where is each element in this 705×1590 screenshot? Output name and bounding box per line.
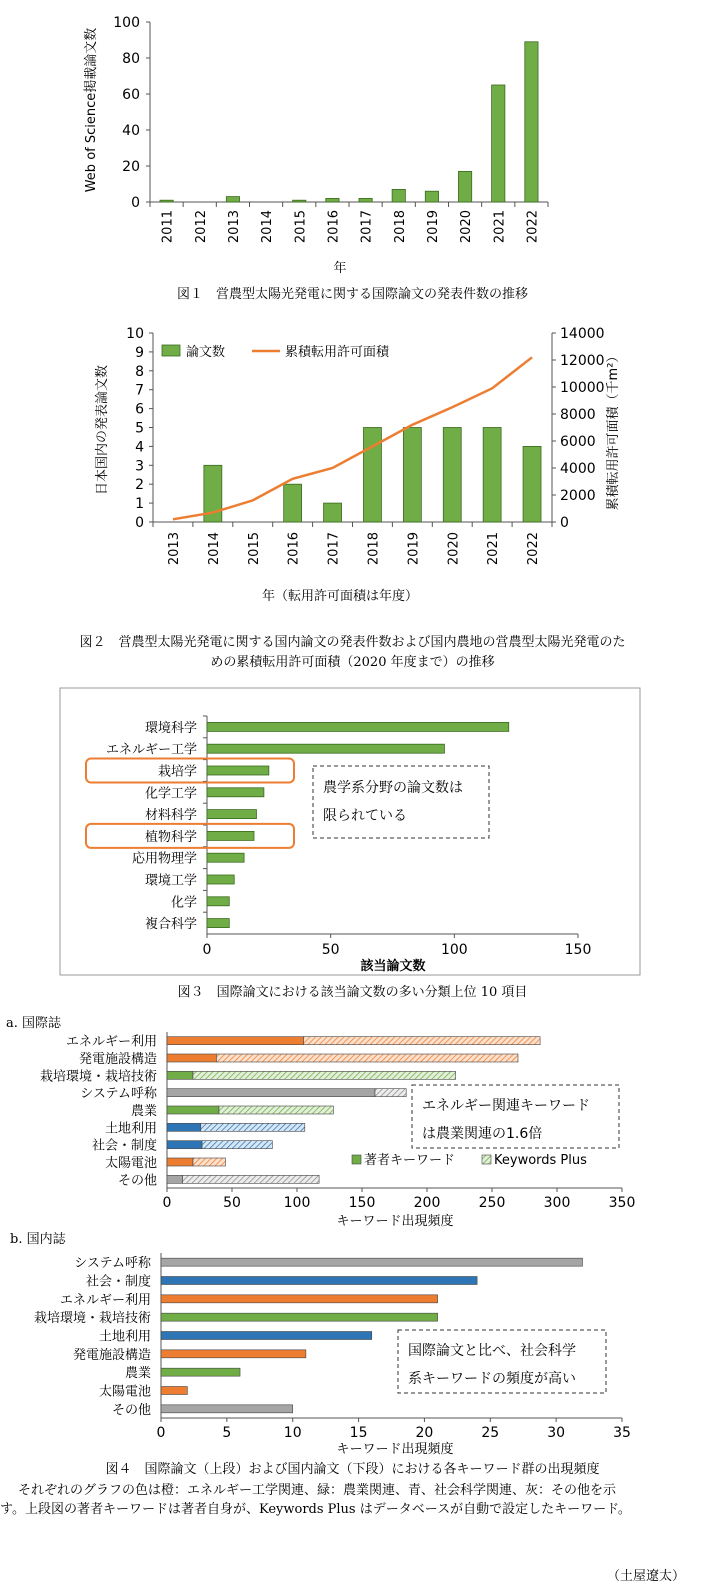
fig2-y-axis-title: 日本国内の発表論文数 xyxy=(95,364,110,496)
fig2-y2-tick-label: 12000 xyxy=(560,353,605,369)
fig4a-x-tick-label: 250 xyxy=(478,1195,506,1211)
fig1-x-tick-label: 2015 xyxy=(293,210,309,244)
fig4b-x-tick-label: 30 xyxy=(547,1425,566,1441)
fig4b-category-label: その他 xyxy=(111,1402,151,1418)
fig1-y-tick-label: 60 xyxy=(122,87,140,103)
fig3-x-tick-label: 50 xyxy=(321,942,340,958)
fig2-bar-2017 xyxy=(324,503,342,522)
fig4b-x-axis-title: キーワード出現頻度 xyxy=(336,1442,454,1457)
fig3-bar-化学 xyxy=(207,897,229,906)
fig4a-legend-kwplus-label: Keywords Plus xyxy=(494,1153,587,1168)
color-note-line-2: す。上段図の著者キーワードは著者自身が、Keywords Plus はデータベースが自動で設定したキーワード。 xyxy=(0,1502,631,1517)
fig4b-category-label: 農業 xyxy=(124,1366,151,1382)
fig3-annotation-line-2: 限られている xyxy=(323,808,407,824)
fig2-y2-tick-label: 2000 xyxy=(560,488,596,504)
fig2-legend-bar-swatch xyxy=(162,345,180,356)
fig4b-bar-その他 xyxy=(161,1405,293,1413)
fig2-bar-2020 xyxy=(443,428,461,523)
fig4b-x-tick-label: 5 xyxy=(222,1425,232,1441)
fig2-area-line xyxy=(173,357,532,519)
fig1-x-tick-label: 2020 xyxy=(459,210,475,244)
fig2-y-tick-label: 8 xyxy=(135,363,144,380)
fig1-y-tick-label: 80 xyxy=(122,51,140,67)
fig4a-category-label: 発電施設構造 xyxy=(78,1052,157,1067)
fig4a-author-bar-システム呼称 xyxy=(167,1089,375,1097)
figure-1-chart xyxy=(83,15,548,276)
fig4b-bar-システム呼称 xyxy=(161,1258,582,1266)
fig3-bar-栽培学 xyxy=(207,766,269,775)
fig1-x-tick-label: 2016 xyxy=(326,210,342,244)
fig3-category-label: 材料科学 xyxy=(144,808,197,824)
fig4a-category-label: エネルギー利用 xyxy=(65,1034,157,1050)
fig1-x-tick-label: 2021 xyxy=(492,210,508,244)
fig4a-kwplus-bar-システム呼称 xyxy=(375,1089,406,1097)
fig4b-bar-発電施設構造 xyxy=(161,1350,306,1358)
fig2-bar-2016 xyxy=(284,484,302,522)
figure-3-chart xyxy=(60,688,640,975)
fig2-x-tick-label: 2018 xyxy=(366,532,382,566)
fig4a-author-bar-栽培環境・栽培技術 xyxy=(167,1071,193,1079)
fig4a-x-tick-label: 50 xyxy=(223,1195,241,1211)
fig1-x-tick-label: 2018 xyxy=(392,210,408,244)
fig1-bar-2018 xyxy=(392,189,405,202)
fig4b-x-tick-label: 25 xyxy=(481,1425,500,1441)
fig4a-author-bar-太陽電池 xyxy=(167,1158,193,1166)
fig3-annotation-box xyxy=(313,766,489,838)
fig4b-bar-栽培環境・栽培技術 xyxy=(161,1313,438,1321)
fig1-bar-2016 xyxy=(326,198,339,202)
fig2-legend-line-label: 累積転用許可面積 xyxy=(285,345,390,360)
fig1-bar-2021 xyxy=(492,85,505,202)
fig4a-category-label: システム呼称 xyxy=(80,1086,157,1102)
fig2-x-axis-title: 年（転用許可面積は年度） xyxy=(261,589,419,604)
fig1-x-tick-label: 2019 xyxy=(425,210,441,244)
fig1-bar-2015 xyxy=(293,200,306,202)
fig4a-kwplus-bar-農業 xyxy=(219,1106,333,1114)
fig4b-bar-太陽電池 xyxy=(161,1387,187,1395)
fig4a-x-tick-label: 100 xyxy=(283,1195,311,1211)
fig3-category-label: エネルギー工学 xyxy=(105,742,197,758)
fig4a-annotation-line-2: は農業関連の1.6倍 xyxy=(422,1126,543,1142)
fig4a-author-bar-社会・制度 xyxy=(167,1141,202,1149)
fig4b-x-tick-label: 20 xyxy=(415,1425,434,1441)
color-note-line-1: それぞれのグラフの色は橙：エネルギー工学関連、緑：農業関連、青、社会科学関連、灰：その他を示 xyxy=(18,1483,617,1498)
fig4a-category-label: 太陽電池 xyxy=(104,1156,157,1171)
fig4b-x-tick-label: 15 xyxy=(349,1425,368,1441)
fig3-category-label: 植物科学 xyxy=(144,829,197,845)
fig1-y-tick-label: 40 xyxy=(122,123,140,139)
fig2-x-tick-label: 2017 xyxy=(326,532,342,566)
fig1-bar-2011 xyxy=(160,200,173,202)
fig3-bar-エネルギー工学 xyxy=(207,744,444,753)
fig2-y-tick-label: 9 xyxy=(135,344,144,361)
fig4a-x-tick-label: 150 xyxy=(348,1195,376,1211)
fig4a-kwplus-bar-太陽電池 xyxy=(193,1158,226,1166)
fig4a-x-tick-label: 0 xyxy=(162,1195,172,1211)
fig2-y2-tick-label: 10000 xyxy=(560,380,605,396)
figure-2-chart xyxy=(94,326,621,604)
fig2-bar-2022 xyxy=(523,446,541,522)
fig2-legend-bar-label: 論文数 xyxy=(186,345,226,360)
fig1-y-tick-label: 0 xyxy=(131,195,140,211)
fig4b-x-tick-label: 35 xyxy=(613,1425,631,1441)
fig1-bar-2013 xyxy=(226,197,239,202)
fig2-x-tick-label: 2022 xyxy=(526,532,542,566)
fig4a-kwplus-bar-発電施設構造 xyxy=(216,1054,518,1062)
fig3-category-label: 環境科学 xyxy=(144,720,197,736)
fig2-y-tick-label: 10 xyxy=(126,326,144,342)
fig4a-category-label: 土地利用 xyxy=(104,1121,157,1137)
fig4b-bar-土地利用 xyxy=(161,1332,372,1340)
figure-4a-chart xyxy=(40,1032,635,1229)
fig4a-kwplus-bar-栽培環境・栽培技術 xyxy=(193,1071,456,1079)
fig4a-author-bar-エネルギー利用 xyxy=(167,1037,304,1045)
fig1-y-axis-title: Web of Science掲載論文数 xyxy=(84,27,99,193)
fig2-y-tick-label: 2 xyxy=(135,477,144,494)
fig2-y-tick-label: 5 xyxy=(135,420,144,437)
fig4b-bar-エネルギー利用 xyxy=(161,1295,438,1303)
fig4a-x-tick-label: 300 xyxy=(543,1195,571,1211)
figure-2-caption-line-1: 図２ 営農型太陽光発電に関する国内論文の発表件数および国内農地の営農型太陽光発電のた xyxy=(79,635,626,650)
fig2-y2-tick-label: 0 xyxy=(560,515,569,531)
fig3-bar-応用物理学 xyxy=(207,853,244,862)
fig4a-category-label: その他 xyxy=(117,1173,157,1189)
fig3-bar-環境科学 xyxy=(207,722,509,731)
fig1-y-tick-label: 20 xyxy=(122,159,140,175)
fig1-bar-2020 xyxy=(458,171,471,202)
fig4a-kwplus-bar-その他 xyxy=(183,1175,320,1183)
panel-label-international: a. 国際誌 xyxy=(6,1016,62,1031)
fig4b-bar-社会・制度 xyxy=(161,1277,477,1285)
fig1-bar-2017 xyxy=(359,198,372,202)
figure-1-caption: 図１ 営農型太陽光発電に関する国際論文の発表件数の推移 xyxy=(176,287,528,302)
fig1-x-axis-title: 年 xyxy=(333,261,347,276)
fig4a-x-tick-label: 200 xyxy=(413,1195,441,1211)
fig2-x-tick-label: 2016 xyxy=(286,532,302,566)
fig4a-legend-author-swatch xyxy=(352,1155,361,1164)
fig3-category-label: 化学 xyxy=(170,895,197,911)
fig2-x-tick-label: 2021 xyxy=(486,532,502,566)
fig4a-author-bar-その他 xyxy=(167,1175,183,1183)
fig2-y2-tick-label: 8000 xyxy=(560,407,596,423)
fig4b-category-label: システム呼称 xyxy=(74,1256,151,1272)
fig3-annotation-line-1: 農学系分野の論文数は xyxy=(323,780,463,796)
fig3-x-tick-label: 150 xyxy=(564,942,592,958)
fig4a-category-label: 社会・制度 xyxy=(91,1138,157,1154)
fig4a-legend-author-label: 著者キーワード xyxy=(364,1153,456,1168)
fig1-x-tick-label: 2011 xyxy=(160,210,176,244)
fig4b-category-label: 栽培環境・栽培技術 xyxy=(33,1311,151,1327)
fig2-y-tick-label: 3 xyxy=(135,458,144,475)
fig3-category-label: 環境工学 xyxy=(144,873,197,889)
fig4b-category-label: エネルギー利用 xyxy=(59,1292,151,1308)
fig4b-bar-農業 xyxy=(161,1368,240,1376)
fig2-y-tick-label: 1 xyxy=(135,496,144,513)
fig3-category-label: 複合科学 xyxy=(144,917,197,933)
fig3-category-label: 化学工学 xyxy=(144,786,197,802)
fig1-bar-2019 xyxy=(425,191,438,202)
fig2-y-tick-label: 4 xyxy=(135,439,144,456)
fig2-x-tick-label: 2013 xyxy=(166,532,182,566)
fig4b-annotation-line-2: 系キーワードの頻度が高い xyxy=(408,1371,576,1387)
fig1-x-tick-label: 2017 xyxy=(359,210,375,244)
fig3-category-label: 応用物理学 xyxy=(131,851,197,867)
fig2-bar-2021 xyxy=(483,428,501,523)
fig4a-legend-kwplus-swatch xyxy=(482,1155,491,1164)
fig3-x-axis-title: 該当論文数 xyxy=(360,959,426,974)
figure-4b-chart xyxy=(34,1253,631,1457)
fig2-bar-2019 xyxy=(403,428,421,523)
fig4a-author-bar-農業 xyxy=(167,1106,219,1114)
fig1-y-tick-label: 100 xyxy=(113,15,140,31)
fig2-x-tick-label: 2014 xyxy=(206,532,222,566)
fig4b-category-label: 土地利用 xyxy=(98,1329,151,1345)
fig2-y2-tick-label: 14000 xyxy=(560,326,605,342)
fig1-x-tick-label: 2014 xyxy=(260,210,276,244)
fig3-category-label: 栽培学 xyxy=(157,764,197,780)
figure-4-caption: 図４ 国際論文（上段）および国内論文（下段）における各キーワード群の出現頻度 xyxy=(105,1462,600,1477)
fig4a-kwplus-bar-社会・制度 xyxy=(202,1141,272,1149)
fig1-bar-2022 xyxy=(525,42,538,202)
fig1-x-tick-label: 2012 xyxy=(193,210,209,244)
fig2-y-tick-label: 6 xyxy=(135,401,144,418)
fig3-x-tick-label: 100 xyxy=(440,942,468,958)
fig1-x-tick-label: 2022 xyxy=(525,210,541,244)
fig2-x-tick-label: 2020 xyxy=(446,532,462,566)
fig2-x-tick-label: 2015 xyxy=(246,532,262,566)
fig3-bar-複合科学 xyxy=(207,919,229,928)
author-credit: （土屋遼太） xyxy=(606,1569,685,1584)
fig4a-category-label: 農業 xyxy=(130,1104,157,1119)
fig4a-kwplus-bar-土地利用 xyxy=(201,1123,305,1131)
fig4b-x-tick-label: 0 xyxy=(156,1425,166,1441)
fig4a-category-label: 栽培環境・栽培技術 xyxy=(39,1069,157,1085)
fig2-y2-tick-label: 4000 xyxy=(560,461,596,477)
figure-3-caption: 図３ 国際論文における該当論文数の多い分類上位 10 項目 xyxy=(177,985,528,1000)
fig1-x-tick-label: 2013 xyxy=(226,210,242,244)
fig4a-x-axis-title: キーワード出現頻度 xyxy=(336,1214,454,1229)
fig2-y-tick-label: 7 xyxy=(135,382,144,399)
fig4a-author-bar-発電施設構造 xyxy=(167,1054,216,1062)
fig4a-x-tick-label: 350 xyxy=(608,1195,636,1211)
fig3-x-tick-label: 0 xyxy=(202,942,212,958)
fig4a-annotation-line-1: エネルギー関連キーワード xyxy=(422,1098,590,1114)
fig4b-category-label: 太陽電池 xyxy=(98,1384,151,1400)
figure-2-caption-line-2: めの累積転用許可面積（2020 年度まで）の推移 xyxy=(210,655,495,670)
fig4b-x-tick-label: 10 xyxy=(283,1425,302,1441)
fig4b-annotation-line-1: 国際論文と比べ、社会科学 xyxy=(408,1343,576,1359)
fig4a-author-bar-土地利用 xyxy=(167,1123,201,1131)
fig3-bar-材料科学 xyxy=(207,810,256,819)
panel-label-domestic: b. 国内誌 xyxy=(10,1232,66,1247)
fig4a-kwplus-bar-エネルギー利用 xyxy=(304,1037,541,1045)
fig4b-category-label: 社会・制度 xyxy=(85,1274,151,1290)
fig2-y2-axis-title: 累積転用許可面積（千m²） xyxy=(606,349,621,511)
fig3-bar-環境工学 xyxy=(207,875,234,884)
fig2-y-tick-label: 0 xyxy=(135,515,144,531)
fig4b-category-label: 発電施設構造 xyxy=(72,1347,151,1363)
fig3-bar-植物科学 xyxy=(207,831,254,840)
fig2-x-tick-label: 2019 xyxy=(406,532,422,566)
fig2-y2-tick-label: 6000 xyxy=(560,434,596,450)
fig3-bar-化学工学 xyxy=(207,788,264,797)
